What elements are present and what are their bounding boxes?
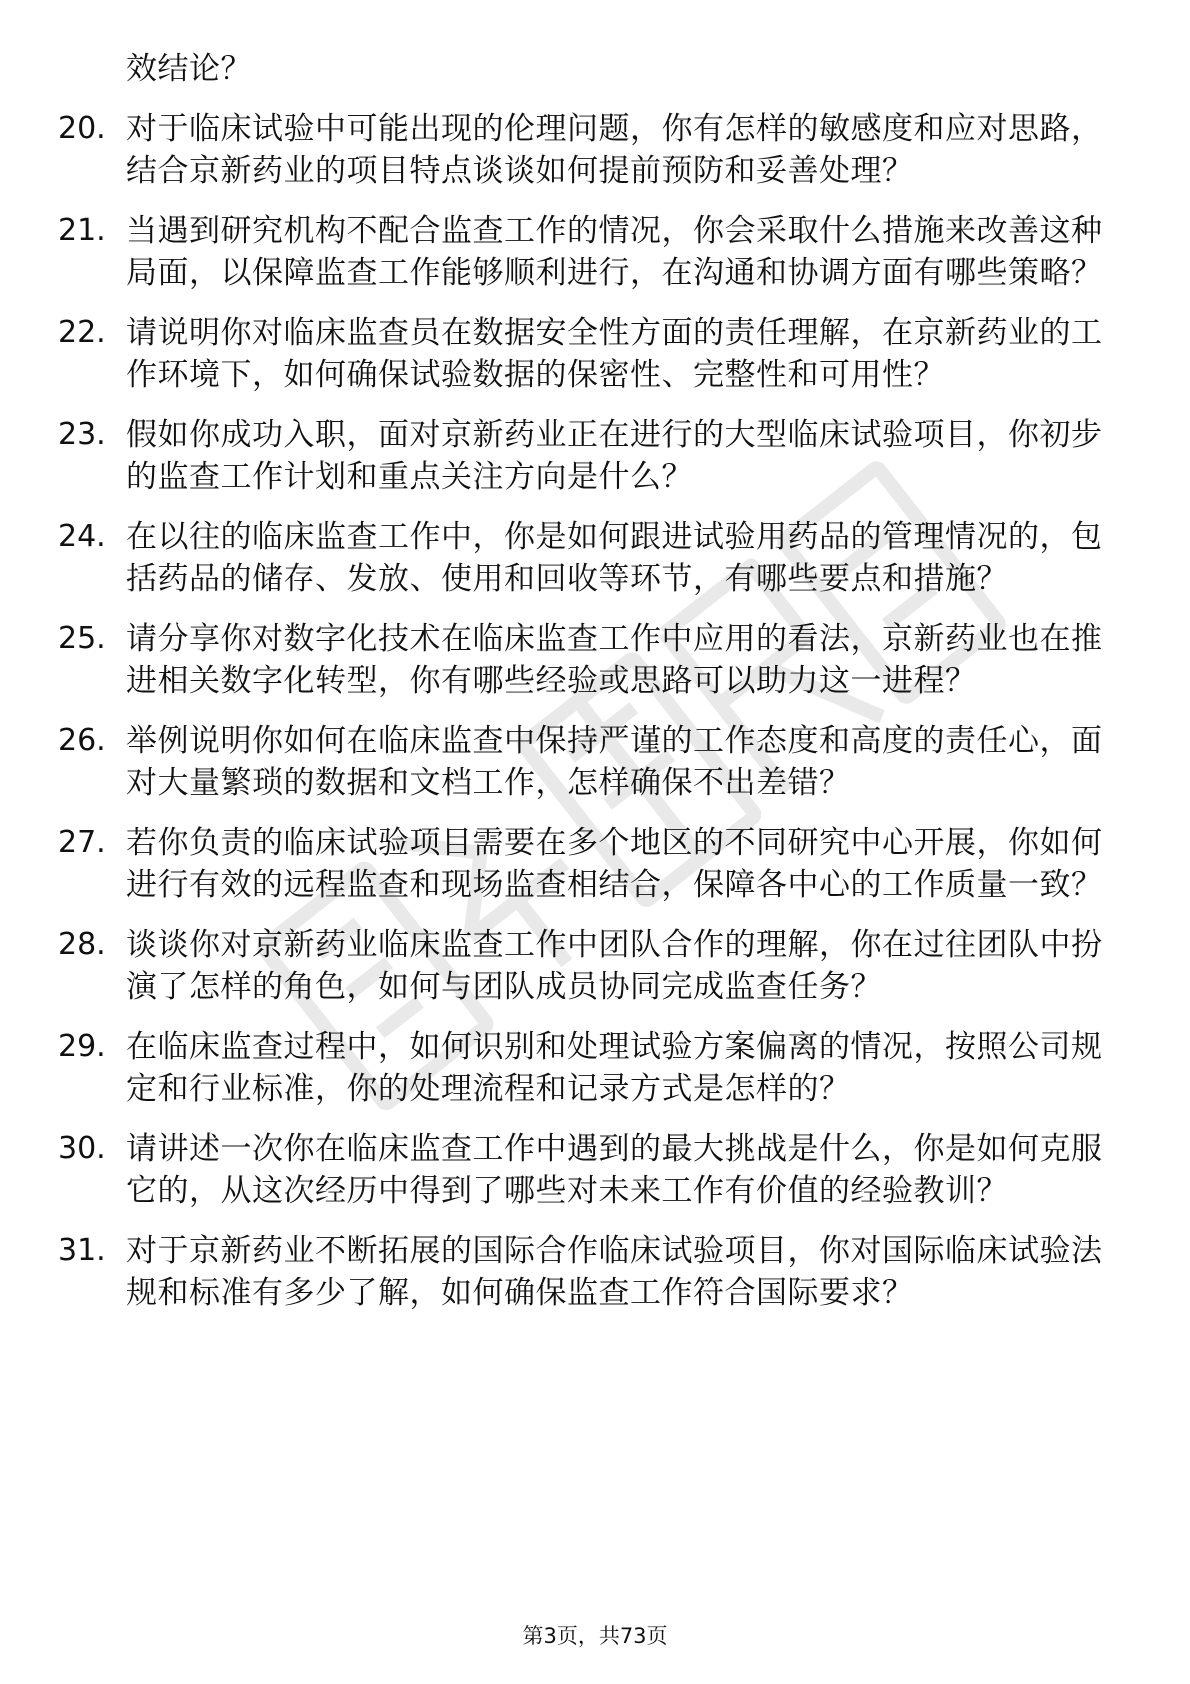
question-list xyxy=(58,48,1128,1332)
question-item-29 xyxy=(58,1026,1128,1110)
carryover-text: 效结论？ xyxy=(126,51,252,87)
question-number: 27. xyxy=(58,825,106,860)
question-text: 举例说明你如何在临床监查中保持严谨的工作态度和高度的责任心，面对大量繁琐的数据和文档工作，怎样确保不出差错？ xyxy=(126,723,1103,801)
question-number: 21. xyxy=(58,213,106,248)
question-text: 若你负责的临床试验项目需要在多个地区的不同研究中心开展，你如何进行有效的远程监查和现场监查相结合，保障各中心的工作质量一致？ xyxy=(126,825,1103,903)
question-number: 28. xyxy=(58,927,106,962)
question-text: 假如你成功入职，面对京新药业正在进行的大型临床试验项目，你初步的监查工作计划和重点关注方向是什么？ xyxy=(126,417,1103,495)
question-item-21 xyxy=(58,210,1128,294)
question-text: 在以往的临床监查工作中，你是如何跟进试验用药品的管理情况的，包括药品的储存、发放、使用和回收等环节，有哪些要点和措施？ xyxy=(126,519,1103,597)
question-item-25 xyxy=(58,618,1128,702)
question-item-31 xyxy=(58,1230,1128,1314)
question-number: 30. xyxy=(58,1131,106,1166)
question-item-27 xyxy=(58,822,1128,906)
question-number: 20. xyxy=(58,111,106,146)
question-number: 23. xyxy=(58,417,106,452)
question-text: 请说明你对临床监查员在数据安全性方面的责任理解，在京新药业的工作环境下，如何确保试验数据的保密性、完整性和可用性？ xyxy=(126,315,1103,393)
question-number: 24. xyxy=(58,519,106,554)
question-item-23 xyxy=(58,414,1128,498)
question-item-24 xyxy=(58,516,1128,600)
question-number: 22. xyxy=(58,315,106,350)
question-text: 谈谈你对京新药业临床监查工作中团队合作的理解，你在过往团队中扮演了怎样的角色，如何与团队成员协同完成监查任务？ xyxy=(126,927,1103,1005)
question-item-26 xyxy=(58,720,1128,804)
question-number: 25. xyxy=(58,621,106,656)
question-text: 请分享你对数字化技术在临床监查工作中应用的看法，京新药业也在推进相关数字化转型，你有哪些经验或思路可以助力这一进程？ xyxy=(126,621,1103,699)
question-text: 在临床监查过程中，如何识别和处理试验方案偏离的情况，按照公司规定和行业标准，你的处理流程和记录方式是怎样的？ xyxy=(126,1029,1103,1107)
question-item-22 xyxy=(58,312,1128,396)
page-footer: 第3页，共73页 xyxy=(522,1624,668,1648)
question-text: 请讲述一次你在临床监查工作中遇到的最大挑战是什么，你是如何克服它的，从这次经历中得到了哪些对未来工作有价值的经验教训？ xyxy=(126,1131,1103,1209)
question-text: 对于京新药业不断拓展的国际合作临床试验项目，你对国际临床试验法规和标准有多少了解，如何确保监查工作符合国际要求？ xyxy=(126,1233,1103,1311)
question-text: 当遇到研究机构不配合监查工作的情况，你会采取什么措施来改善这种局面，以保障监查工作能够顺利进行，在沟通和协调方面有哪些策略？ xyxy=(126,213,1103,291)
question-text: 对于临床试验中可能出现的伦理问题，你有怎样的敏感度和应对思路，结合京新药业的项目特点谈谈如何提前预防和妥善处理？ xyxy=(126,111,1103,189)
question-item-20 xyxy=(58,108,1128,192)
question-number: 26. xyxy=(58,723,106,758)
question-number: 29. xyxy=(58,1029,106,1064)
question-item-30 xyxy=(58,1128,1128,1212)
question-item-28 xyxy=(58,924,1128,1008)
question-number: 31. xyxy=(58,1233,106,1268)
